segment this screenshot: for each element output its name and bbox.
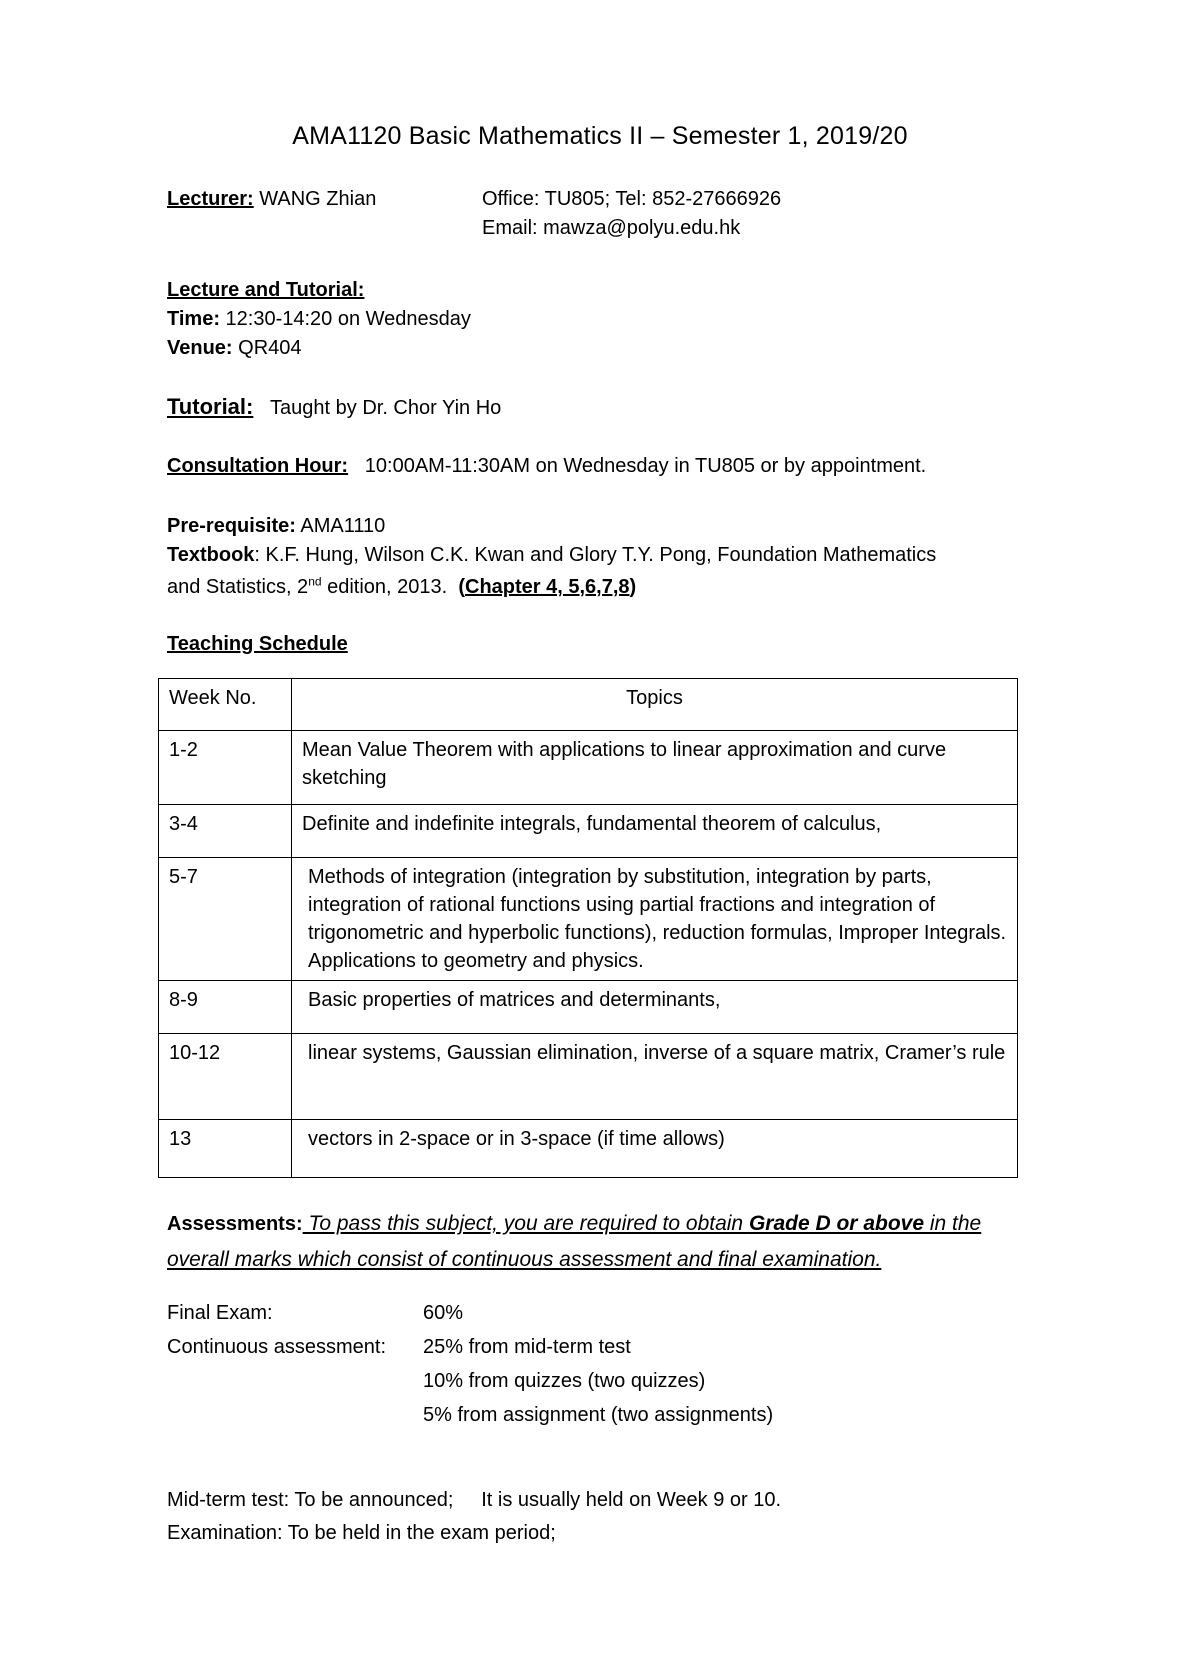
schedule-heading: Teaching Schedule: [167, 633, 348, 655]
examination-line: Examination: To be held in the exam period;: [167, 1522, 556, 1544]
final-exam-label: Final Exam:: [167, 1302, 273, 1324]
lecturer-label: Lecturer:: [167, 188, 254, 210]
continuous-assessment-midterm: 25% from mid-term test: [423, 1336, 631, 1358]
table-row: [159, 805, 1018, 858]
table-row: [159, 981, 1018, 1034]
time-label: Time:: [167, 308, 220, 330]
midterm-line: Mid-term test: To be announced; It is usually held on Week 9 or 10.: [167, 1489, 782, 1511]
schedule-table: [158, 678, 1018, 1178]
topics-column-header: Topics: [292, 679, 1018, 731]
week-column-header: Week No.: [159, 679, 292, 731]
chapters-close-paren: ): [629, 576, 637, 598]
topic-cell: Definite and indefinite integrals, fundamental theorem of calculus,: [292, 805, 1018, 858]
lecturer-name: WANG Zhian: [259, 188, 377, 210]
lecture-tutorial-heading: Lecture and Tutorial:: [167, 279, 365, 301]
week-cell: 10-12: [159, 1034, 292, 1120]
venue-label: Venue:: [167, 337, 233, 359]
textbook-line-1: [167, 542, 936, 568]
page-title: AMA1120 Basic Mathematics II – Semester 1, 2019/20: [292, 122, 908, 150]
table-row: [159, 731, 1018, 805]
week-cell: 5-7: [159, 858, 292, 981]
topic-cell: vectors in 2-space or in 3-space (if time allows): [292, 1120, 1018, 1178]
time-value: 12:30-14:20 on Wednesday: [225, 308, 471, 330]
venue-line: [167, 335, 302, 361]
textbook-line-2: [167, 574, 636, 600]
assignments-row: [167, 1402, 773, 1428]
assessments-text-pre: To pass this subject, you are required to obtain: [302, 1212, 749, 1235]
prerequisite-value: AMA1110: [300, 515, 386, 537]
venue-value: QR404: [238, 337, 302, 359]
continuous-assessment-quizzes: 10% from quizzes (two quizzes): [423, 1370, 706, 1392]
textbook-edition-sup: nd: [308, 574, 322, 589]
assessments-label: Assessments:: [167, 1213, 303, 1235]
week-cell: 1-2: [159, 731, 292, 805]
table-row: [159, 1120, 1018, 1178]
final-exam-value: 60%: [423, 1302, 464, 1324]
schedule-header-row: [159, 679, 1018, 731]
continuous-assessment-assignments: 5% from assignment (two assignments): [423, 1404, 774, 1426]
continuous-assessment-label: Continuous assessment:: [167, 1336, 387, 1358]
prerequisite-label: Pre-requisite:: [167, 515, 296, 537]
textbook-text: : K.F. Hung, Wilson C.K. Kwan and Glory T.Y. Pong, Foundation Mathematics: [254, 544, 937, 566]
textbook-label: Textbook: [167, 544, 255, 566]
textbook-edition-pre: and Statistics, 2: [167, 576, 309, 598]
chapters-text: Chapter 4, 5,6,7,8: [465, 576, 630, 598]
consultation-label: Consultation Hour:: [167, 455, 349, 477]
prerequisite-line: [167, 513, 385, 539]
time-line: [167, 306, 471, 332]
tutorial-value: Taught by Dr. Chor Yin Ho: [270, 397, 502, 419]
assessments-paragraph: [167, 1206, 1027, 1278]
table-row: [159, 858, 1018, 981]
quizzes-row: [167, 1368, 705, 1394]
email-line: Email: mawza@polyu.edu.hk: [482, 217, 741, 239]
week-cell: 8-9: [159, 981, 292, 1034]
continuous-assessment-row: [167, 1334, 631, 1360]
assessments-grade: Grade D or above: [748, 1212, 925, 1235]
tutorial-line: [167, 394, 501, 421]
consultation-value: 10:00AM-11:30AM on Wednesday in TU805 or by appointment.: [364, 455, 927, 477]
topic-cell: Methods of integration (integration by substitution, integration by parts, integration of rational functions using partial fractions and integration of trigonometric and hyperbolic functions), reduction formulas, Improper Integrals. Applications to geometry and physics.: [292, 858, 1018, 981]
tutorial-label: Tutorial:: [167, 394, 254, 419]
assessments-text-post: in the overall marks which consist of continuous assessment and final examination.: [167, 1212, 982, 1271]
final-exam-row: [167, 1300, 463, 1326]
office-line: Office: TU805; Tel: 852-27666926: [482, 188, 782, 210]
topic-cell: Basic properties of matrices and determinants,: [292, 981, 1018, 1034]
textbook-edition-post: edition, 2013.: [321, 576, 459, 598]
week-cell: 3-4: [159, 805, 292, 858]
consultation-line: [167, 453, 926, 479]
topic-cell: linear systems, Gaussian elimination, inverse of a square matrix, Cramer’s rule: [292, 1034, 1018, 1120]
table-row: [159, 1034, 1018, 1120]
chapters-open-paren: (: [458, 576, 465, 598]
week-cell: 13: [159, 1120, 292, 1178]
lecturer-line: [167, 186, 376, 212]
topic-cell: Mean Value Theorem with applications to linear approximation and curve sketching: [292, 731, 1018, 805]
